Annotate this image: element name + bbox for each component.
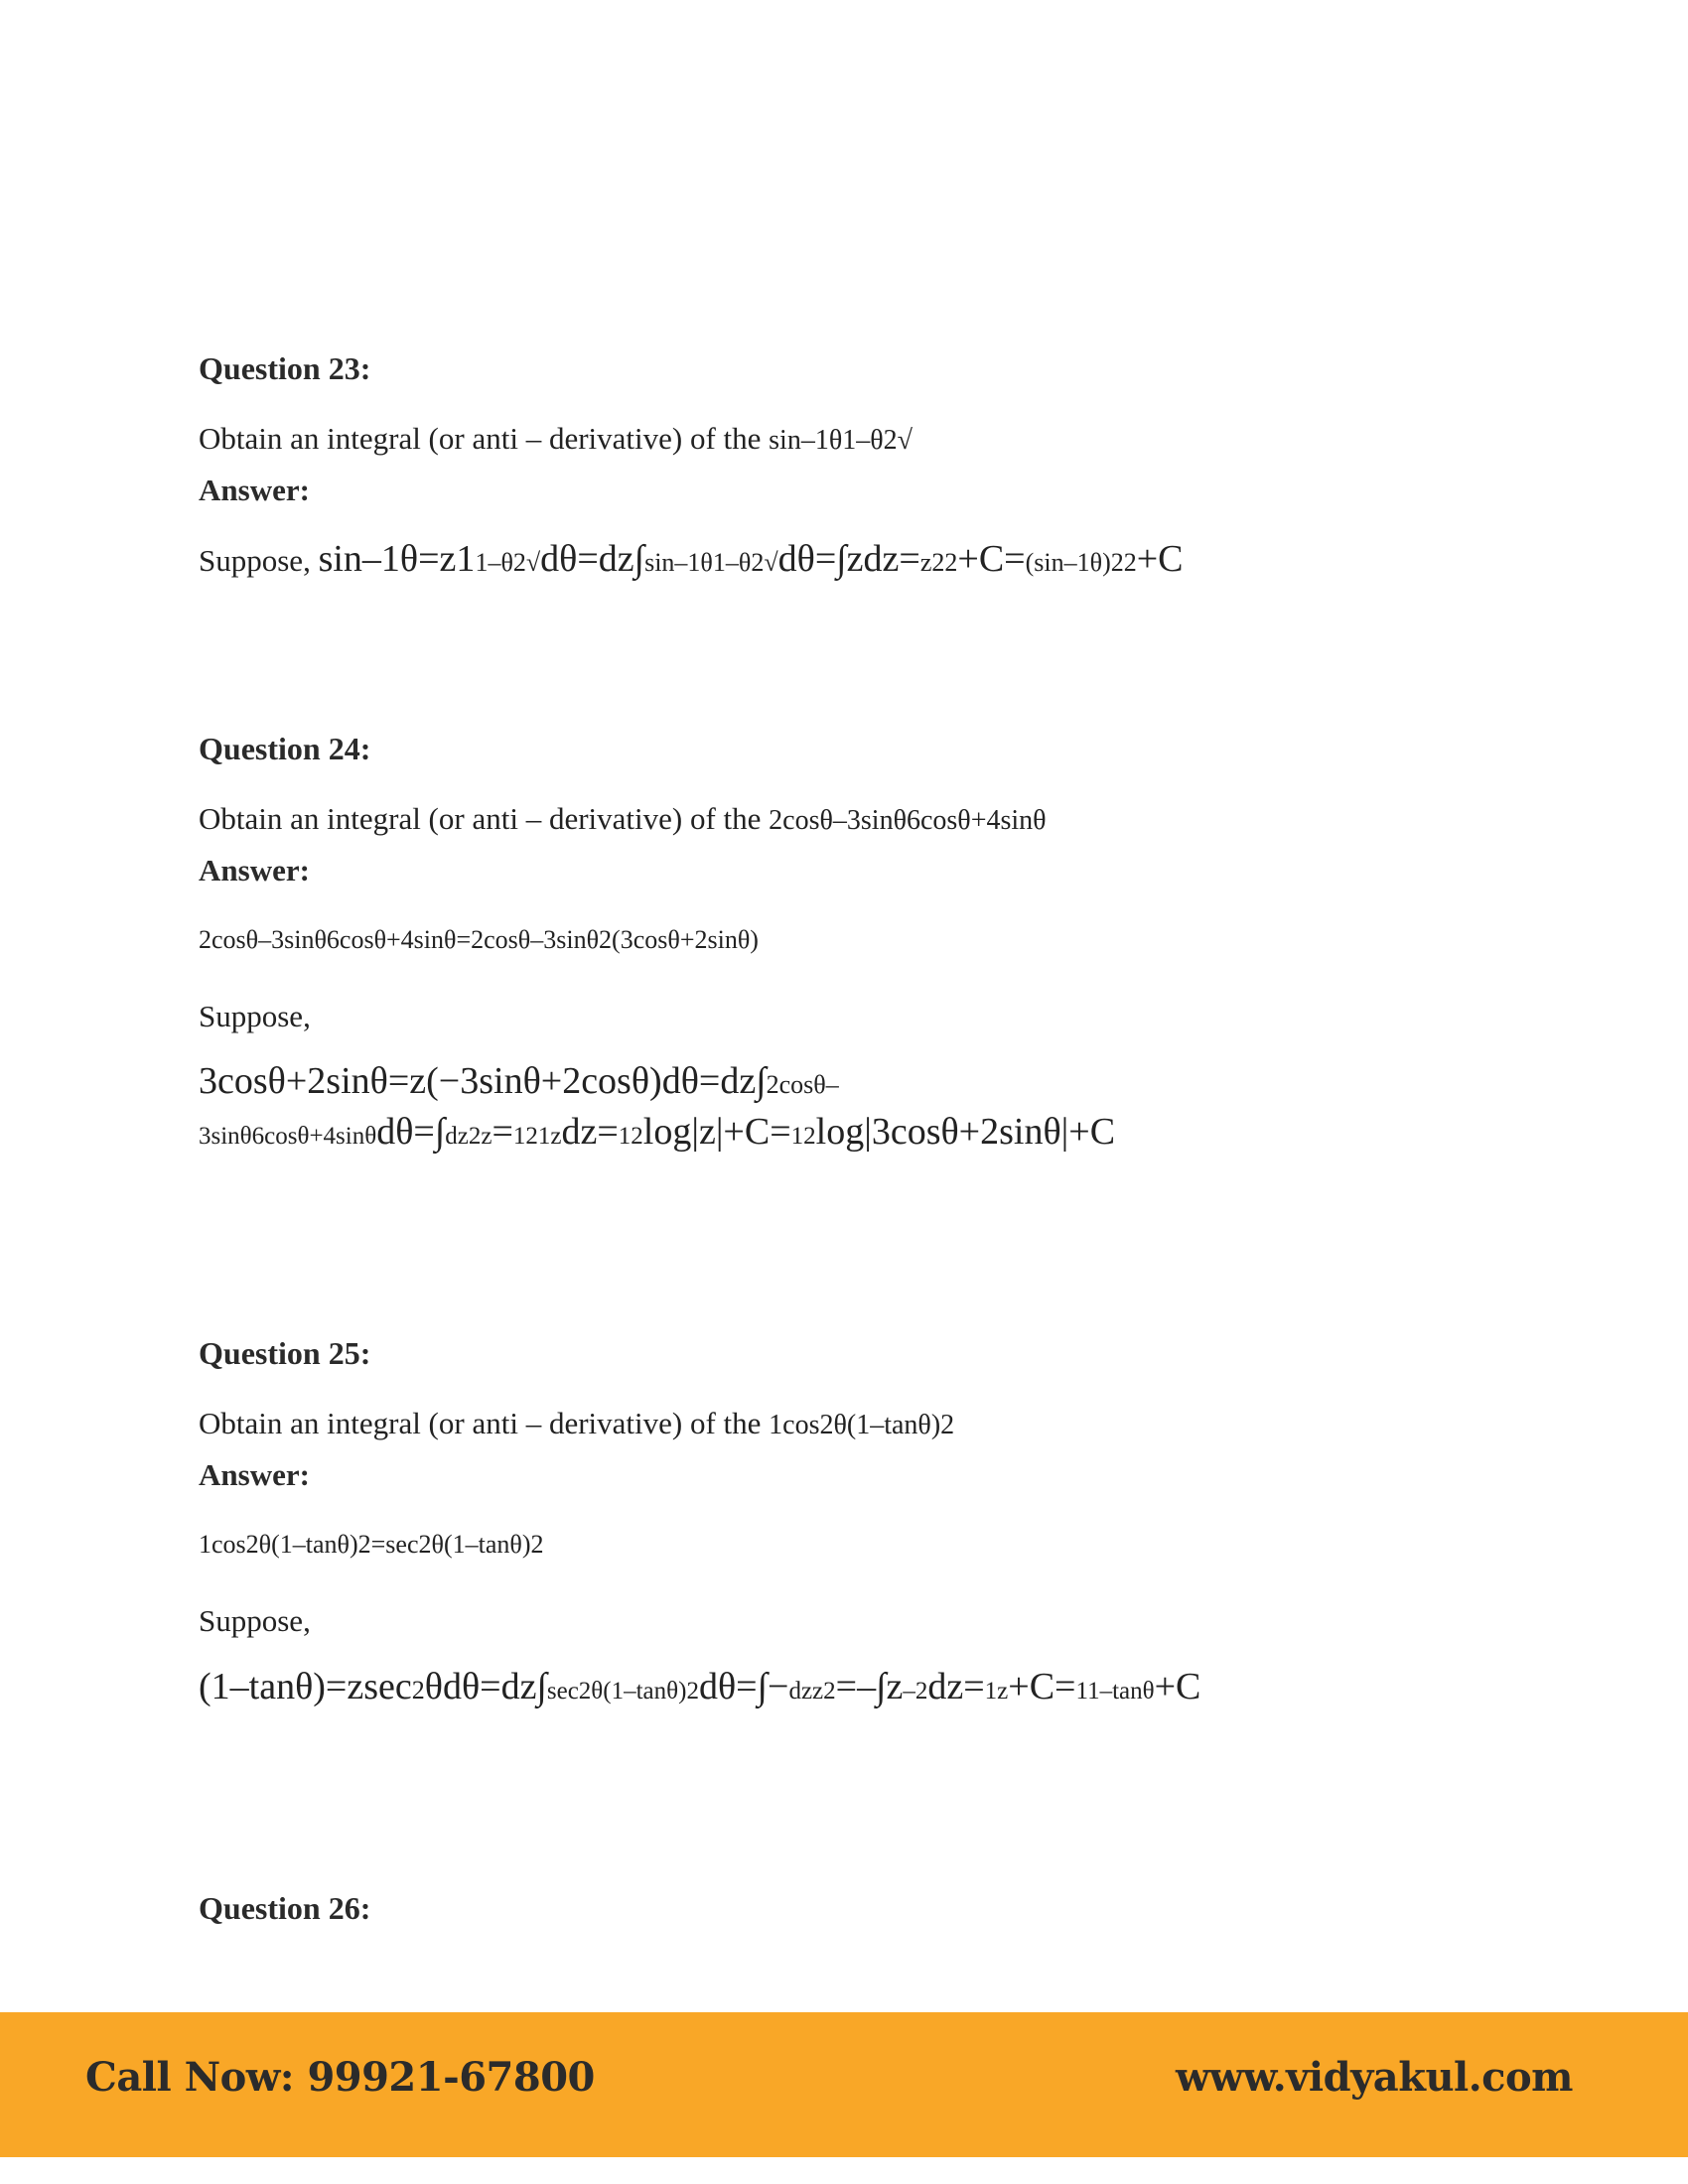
- math-part: dθ=dz∫: [540, 538, 645, 580]
- math-part: θdθ=dz∫: [424, 1666, 547, 1707]
- math-part: +C: [1136, 538, 1184, 580]
- question-25-answer-label: Answer:: [199, 1457, 310, 1492]
- math-part: dz=: [561, 1111, 619, 1153]
- question-24-solution-line1: [199, 1059, 839, 1103]
- math-part: =: [492, 1111, 513, 1153]
- math-part: z22: [919, 548, 958, 577]
- math-part: dz2z: [445, 1123, 492, 1150]
- math-part: 2cosθ–: [766, 1070, 839, 1099]
- math-part: dθ=∫−: [698, 1666, 789, 1707]
- question-23-answer-label: Answer:: [199, 473, 310, 507]
- math-part: dzz2: [788, 1678, 836, 1705]
- prompt-math: 1cos2θ(1–tanθ)2: [769, 1410, 955, 1440]
- question-25-step: 1cos2θ(1–tanθ)2=sec2θ(1–tanθ)2: [199, 1530, 544, 1559]
- footer-banner: [0, 2012, 1688, 2157]
- math-part: 121z: [512, 1123, 562, 1150]
- question-24-answer-label: Answer:: [199, 853, 310, 887]
- question-23-prompt: [199, 421, 913, 457]
- math-part: sin–1θ=z1: [318, 538, 476, 580]
- math-part: 1–θ2√: [475, 548, 541, 577]
- question-26-title: Question 26:: [199, 1890, 371, 1926]
- prompt-text: Obtain an integral (or anti – derivative) of the: [199, 801, 770, 836]
- question-23-solution: [199, 537, 1184, 581]
- prompt-math: 2cosθ–3sinθ6cosθ+4sinθ: [769, 805, 1047, 836]
- math-part: =–∫z: [835, 1666, 904, 1707]
- math-part: 3sinθ6cosθ+4sinθ: [199, 1123, 377, 1150]
- prompt-math: sin–1θ1–θ2√: [769, 425, 914, 456]
- math-part: sec2θ(1–tanθ)2: [546, 1678, 699, 1705]
- math-part: (1–tanθ)=zsec: [199, 1666, 412, 1707]
- question-25-suppose: Suppose,: [199, 1603, 311, 1638]
- question-24-step: 2cosθ–3sinθ6cosθ+4sinθ=2cosθ–3sinθ2(3cosθ+2sinθ): [199, 925, 759, 954]
- math-part: log|z|+C=: [642, 1111, 791, 1153]
- suppose-text: Suppose,: [199, 543, 319, 578]
- math-part: +C=: [1008, 1666, 1076, 1707]
- math-part: 2: [411, 1676, 425, 1705]
- question-25-solution-line: [199, 1665, 1200, 1708]
- question-23-title: Question 23:: [199, 350, 371, 386]
- website-link[interactable]: www.vidyakul.com: [1175, 2054, 1573, 2101]
- math-part: 3cosθ+2sinθ=z(−3sinθ+2cosθ)dθ=dz∫: [199, 1060, 767, 1102]
- question-25-prompt: [199, 1406, 954, 1441]
- math-part: 12: [790, 1123, 816, 1150]
- math-part: dθ=∫zdz=: [777, 538, 920, 580]
- math-part: 12: [618, 1123, 643, 1150]
- question-24-solution-line2: [199, 1110, 1115, 1154]
- math-part: +C: [1154, 1666, 1201, 1707]
- question-25-title: Question 25:: [199, 1335, 371, 1371]
- call-now-text: Call Now: 99921-67800: [85, 2054, 595, 2101]
- math-part: dz=: [927, 1666, 985, 1707]
- math-part: log|3cosθ+2sinθ|+C: [815, 1111, 1116, 1153]
- math-part: +C=: [957, 538, 1026, 580]
- math-part: 1z: [984, 1678, 1009, 1705]
- question-24-title: Question 24:: [199, 731, 371, 766]
- math-part: 11–tanθ: [1075, 1678, 1155, 1705]
- question-24-prompt: [199, 801, 1047, 837]
- math-part: (sin–1θ)22: [1025, 548, 1137, 577]
- prompt-text: Obtain an integral (or anti – derivative) of the: [199, 1406, 770, 1440]
- math-part: –2: [903, 1678, 928, 1705]
- question-24-suppose: Suppose,: [199, 999, 311, 1033]
- math-part: dθ=∫: [376, 1111, 446, 1153]
- prompt-text: Obtain an integral (or anti – derivative) of the: [199, 421, 770, 456]
- math-part: sin–1θ1–θ2√: [644, 548, 778, 577]
